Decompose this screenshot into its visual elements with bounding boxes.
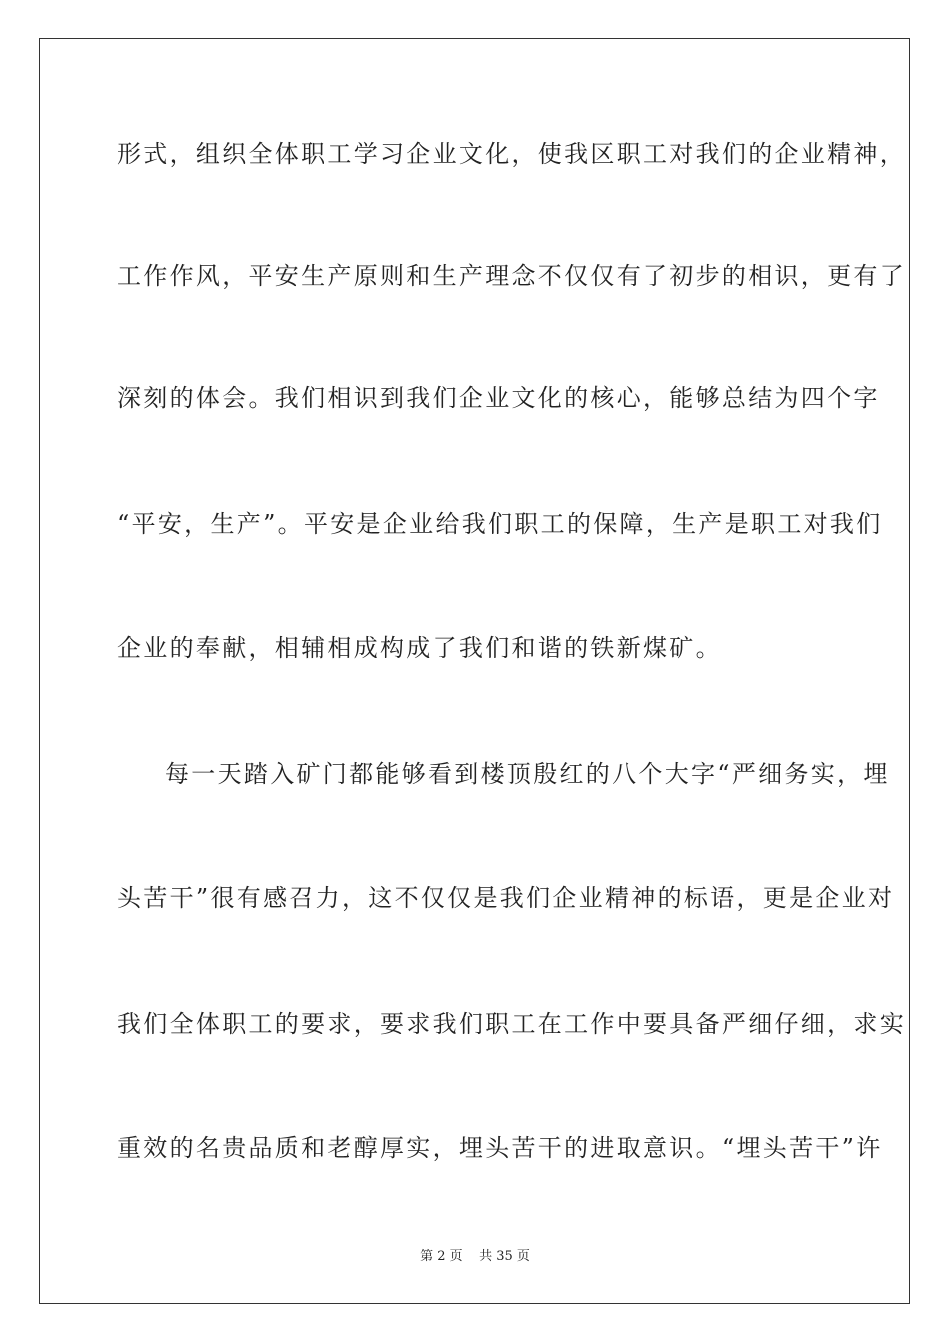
paragraph-line: 深刻的体会。我们相识到我们企业文化的核心，能够总结为四个字 (117, 384, 880, 412)
paragraph-line: 工作作风，平安生产原则和生产理念不仅仅有了初步的相识，更有了 (117, 262, 906, 290)
page-number-footer: 第 2 页 共 35 页 (420, 1249, 530, 1264)
paragraph-line: 我们全体职工的要求，要求我们职工在工作中要具备严细仔细，求实 (117, 1010, 906, 1038)
paragraph-line: 企业的奉献，相辅相成构成了我们和谐的铁新煤矿。 (117, 634, 722, 662)
paragraph-line: 头苦干”很有感召力，这不仅仅是我们企业精神的标语，更是企业对 (117, 884, 895, 912)
paragraph-line: “平安，生产”。平安是企业给我们职工的保障，生产是职工对我们 (117, 510, 883, 538)
paragraph-line: 重效的名贵品质和老醇厚实，埋头苦干的进取意识。“埋头苦干”许 (117, 1134, 883, 1162)
page-border (39, 38, 910, 1304)
paragraph-line: 形式，组织全体职工学习企业文化，使我区职工对我们的企业精神， (117, 140, 906, 168)
paragraph-line-indented: 每一天踏入矿门都能够看到楼顶殷红的八个大字“严细务实，埋 (165, 760, 890, 788)
